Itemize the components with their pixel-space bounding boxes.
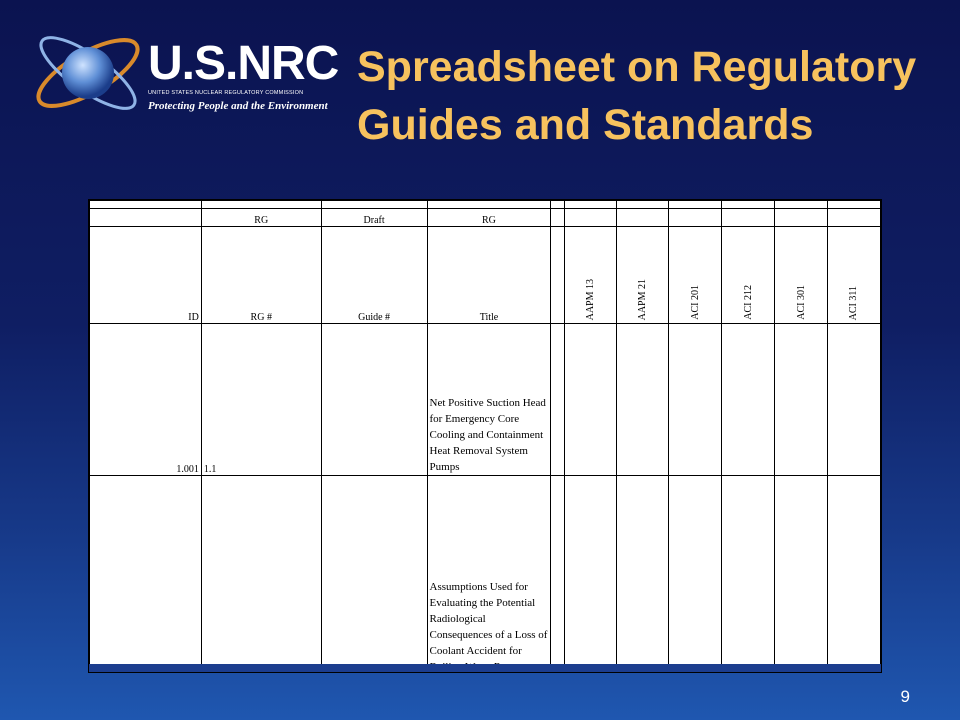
regulatory-guides-table: [89, 200, 881, 673]
row-cell: [722, 324, 775, 476]
logo-subtitle: UNITED STATES NUCLEAR REGULATORY COMMISSION: [148, 90, 304, 96]
header-standard: [722, 227, 775, 324]
atom-globe-icon: [28, 18, 148, 128]
row-cell: [551, 476, 565, 674]
logo-wordmark: U.S.NRC: [148, 37, 339, 90]
table-row: [90, 324, 881, 476]
header-cell: RG: [427, 209, 551, 227]
header-draft-guide: Guide #: [321, 227, 427, 324]
header-cell: [775, 209, 828, 227]
header-blank: [551, 227, 565, 324]
table-header-row-1: [90, 209, 881, 227]
slide-title: Spreadsheet on Regulatory Guides and Standards: [357, 43, 917, 149]
row-id: 1.001: [90, 324, 202, 476]
header-standard: [775, 227, 828, 324]
header-standard: [565, 227, 617, 324]
row-draft-guide: [321, 324, 427, 476]
row-cell: [551, 324, 565, 476]
row-cell: [722, 476, 775, 674]
slide-number: 9: [900, 687, 910, 706]
row-cell: [617, 324, 669, 476]
header-standard: [669, 227, 722, 324]
header-rg-number: RG #: [201, 227, 321, 324]
standard-label: ACI 301: [795, 285, 807, 320]
row-draft-guide: [321, 476, 427, 674]
standard-label: ACI 212: [742, 285, 754, 320]
row-rg-number: [201, 476, 321, 674]
logo-tagline: Protecting People and the Environment: [148, 100, 328, 112]
header-id: ID: [90, 227, 202, 324]
spreadsheet: [88, 199, 882, 673]
row-cell: [565, 324, 617, 476]
table-row: [90, 476, 881, 674]
header-cell: [551, 209, 565, 227]
header-cell: [617, 209, 669, 227]
standard-label: ACI 201: [689, 285, 701, 320]
row-cell: [775, 476, 828, 674]
header-standard: [827, 227, 880, 324]
standard-label: AAPM 13: [585, 278, 597, 320]
header-standard: [617, 227, 669, 324]
row-rg-number: 1.1: [201, 324, 321, 476]
row-cell: [617, 476, 669, 674]
row-title: Net Positive Suction Head for Emergency Core Cooling and Containment Heat Removal System Pumps: [427, 324, 551, 476]
header-cell: [827, 209, 880, 227]
header-cell: [722, 209, 775, 227]
row-cell: [565, 476, 617, 674]
header-cell: [90, 209, 202, 227]
row-cell: [775, 324, 828, 476]
table-spacer-row: [90, 201, 881, 209]
header-cell: RG: [201, 209, 321, 227]
header-title: Title: [427, 227, 551, 324]
table-header-row-2: [90, 227, 881, 324]
row-cell: [669, 324, 722, 476]
row-cell: [827, 476, 880, 674]
header-cell: [669, 209, 722, 227]
row-cell: [669, 476, 722, 674]
header-cell: Draft: [321, 209, 427, 227]
standard-label: ACI 311: [848, 285, 860, 320]
sheet-bottom-band: [89, 664, 881, 672]
header-cell: [565, 209, 617, 227]
row-cell: [827, 324, 880, 476]
row-id: [90, 476, 202, 674]
row-title: Assumptions Used for Evaluating the Potential Radiological Consequences of a Loss of Coolant Accident for: [427, 476, 551, 674]
standard-label: AAPM 21: [637, 278, 649, 320]
nrc-logo: [28, 18, 339, 128]
